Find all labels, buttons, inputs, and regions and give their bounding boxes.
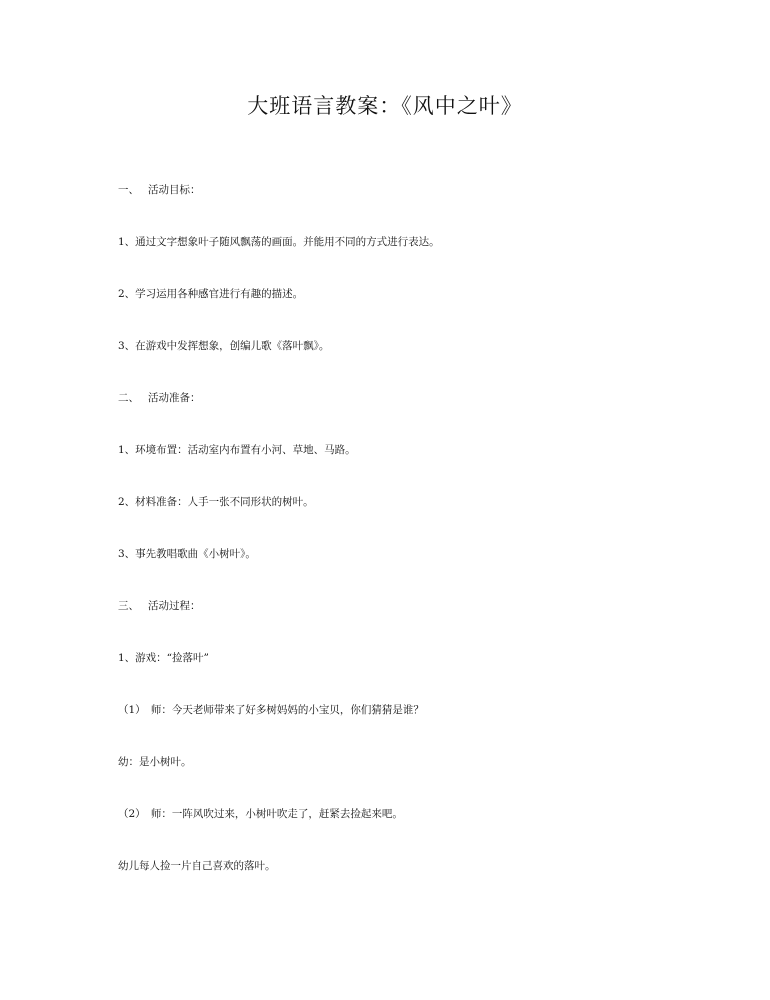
paragraph-line: 2、材料准备：人手一张不同形状的树叶。 (118, 496, 314, 508)
paragraph-line: 3、事先教唱歌曲《小树叶》。 (118, 548, 256, 560)
document-title: 大班语言教案：《风中之叶》 (247, 94, 523, 118)
paragraph-line: 1、通过文字想象叶子随风飘荡的画面。并能用不同的方式进行表达。 (118, 236, 440, 248)
section-label: 活动目标： (148, 184, 201, 196)
paragraph-line: （1） 师：今天老师带来了好多树妈妈的小宝贝，你们猜猜是谁？ (118, 704, 424, 716)
section-heading-preparation (118, 391, 201, 405)
section-number: 一、 (118, 184, 139, 196)
section-label: 活动准备： (148, 392, 201, 404)
section-number: 二、 (118, 392, 139, 404)
paragraph-line: 幼：是小树叶。 (118, 756, 192, 768)
paragraph-line: 1、游戏：“捡落叶” (118, 652, 209, 664)
section-heading-process (118, 599, 201, 613)
paragraph-line: 2、学习运用各种感官进行有趣的描述。 (118, 288, 304, 300)
paragraph-line: 1、环境布置：活动室内布置有小河、草地、马路。 (118, 444, 356, 456)
paragraph-line: （2） 师：一阵风吹过来，小树叶吹走了，赶紧去捡起来吧。 (118, 808, 403, 820)
section-label: 活动过程： (148, 600, 201, 612)
paragraph-line: 3、在游戏中发挥想象，创编儿歌《落叶飘》。 (118, 340, 330, 352)
paragraph-line: 幼儿每人捡一片自己喜欢的落叶。 (118, 860, 276, 872)
section-heading-goals (118, 183, 201, 197)
section-number: 三、 (118, 600, 139, 612)
